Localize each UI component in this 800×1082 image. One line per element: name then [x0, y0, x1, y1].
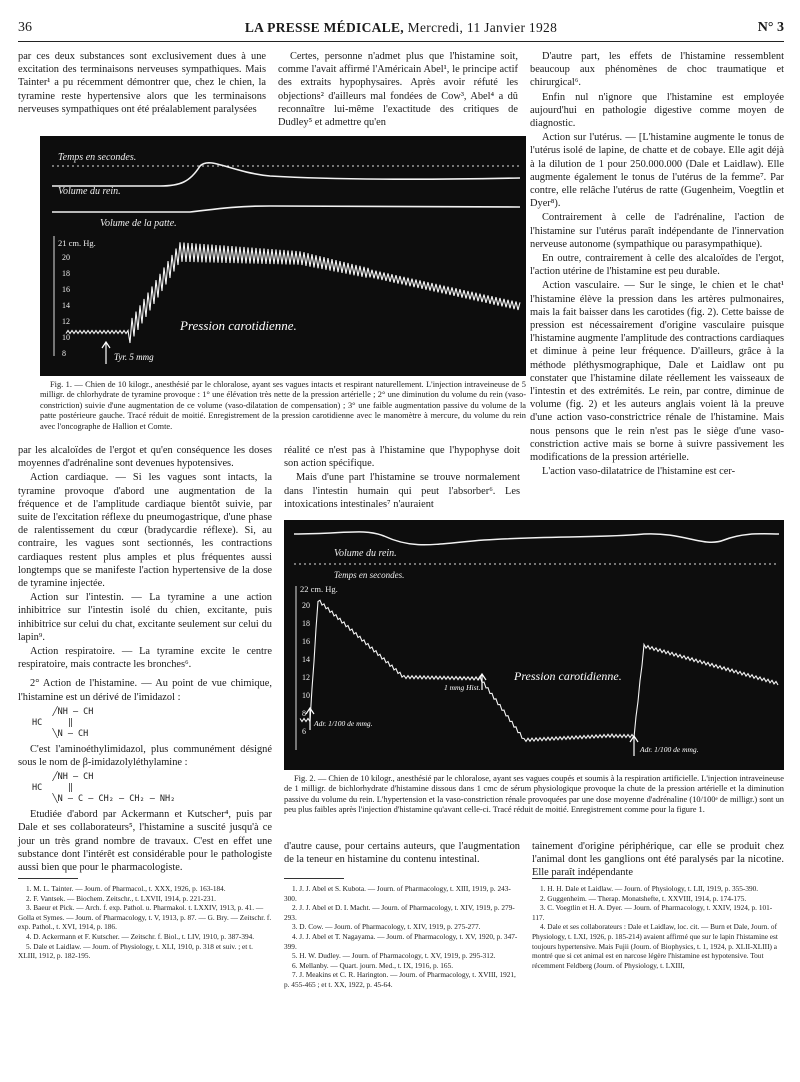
column-1-top [18, 50, 266, 116]
fig1-tick: 16 [62, 285, 70, 294]
fig1-injection-arrow [102, 342, 110, 364]
footnotes-column-1 [18, 884, 272, 961]
footnote: 4. Dale et ses collaborateurs : Dale et Laidlaw, loc. cit. — Burn et Dale, Journ. of Physiology, t. LXI, 1926, p. 185-214) avaient affirmé que sur le lapin l'histamine est toujours hypertensive. Mais Fujii (Journ. of Biophysics, t. 1, 1924, p. XLII-XLIII) a montré que si cet animal est en narcose légère l'histamine est hypotensive. Tout récemment Feldberg (Journ. of Physiology, t. LXIII, [532, 922, 778, 970]
footnote: 2. Guggenheim. — Therap. Monatshefte, t. XXVIII, 1914, p. 174-175. [540, 893, 747, 903]
footnote: 3. C. Voegtlin et H. A. Dyer. — Journ. of Pharmacology, t. XXIV, 1924, p. 101-117. [532, 903, 773, 922]
footnote: 1. J. J. Abel et S. Kubota. — Journ. of Pharmacology, t. XIII, 1919, p. 243-300. [284, 884, 511, 903]
fig2-label-adr2: Adr. 1/100 de mmg. [640, 745, 699, 754]
issue-date: Mercredi, 11 Janvier 1928 [407, 20, 558, 35]
fig1-label-time: Temps en secondes. [58, 152, 137, 163]
fig2-label-hist: 1 mmg Hist. [444, 683, 481, 692]
paragraph: En outre, contrairement à celle des alcaloïdes de l'ergot, l'action utérine de l'histamine est peu durable. [530, 253, 784, 278]
page-header [18, 6, 784, 42]
footnote: 4. D. Ackermann et F. Kutscher. — Zeitschr. f. Biol., t. LIV, 1910, p. 387-394. [26, 931, 255, 941]
footnote: 5. H. W. Dudley. — Journ. of Pharmacology, t. XV, 1919, p. 295-312. [292, 951, 496, 961]
fig2-tick: 12 [302, 673, 310, 682]
fig2-tick: 18 [302, 619, 310, 628]
paragraph: Etudiée d'abord par Ackermann et Kutscher⁴, puis par Dale et ses collaborateurs⁵, l'histamine a suscité jusqu'à ce jour un très grand nombre de travaux. C'est en effet une substance dont l'intérêt est considérable pour le pathologiste aussi bien que pour le pharmacologiste. [18, 809, 272, 874]
fig2-label-kidney: Volume du rein. [334, 548, 397, 559]
column-2-body [284, 444, 520, 511]
fig2-tick: 14 [302, 655, 310, 664]
paragraph: Contrairement à celle de l'adrénaline, l'action de l'histamine sur l'utérus paraît indépendante de l'innervation nerveuse autonome (sympathique ou parasympathique). [530, 212, 784, 250]
fig1-label-injection: Tyr. 5 mmg [114, 352, 154, 362]
caption-text: Fig. 2. — Chien de 10 kilogr., anesthésié par le chloralose, ayant ses vagues coupés et soumis à la respiration artificielle. L'injection intraveineuse de 1 milligr. de bichlorhydrate d'histamine dissous dans 1 cmc de sérum physiologique provoque la chute de la pression artérielle et la diminution passive du volume du rein. L'hypertension et la vaso-constriction rénale provoquées par une dose moyenne d'adrénaline (10/100ᵉ de milligr.) sont un peu plus faibles après l'injection d'histamine qu'avant celle-ci. Tracé réduit de moitié. Enregistrement comme pour la figure 1. [284, 774, 784, 815]
footnote: 3. D. Cow. — Journ. of Pharmacology, t. XIV, 1919, p. 275-277. [292, 922, 481, 932]
fig2-label-adr1: Adr. 1/100 de mmg. [314, 719, 373, 728]
fig1-scale-top: 21 cm. Hg. [58, 238, 96, 248]
footnote-rule [532, 878, 592, 879]
figure-2-svg [284, 520, 784, 770]
fig1-tick: 12 [62, 317, 70, 326]
paragraph: Certes, personne n'admet plus que l'histamine soit, comme l'avait affirmé l'Américain Abel¹, le principe actif des extraits hypophysaires. Après avoir réfuté les objections² d'ailleurs mal fondées de Cow³, Abel⁴ a dû reconnaître lui-même l'exactitude des critiques de Dudley⁵ et admettre qu'en [278, 51, 518, 129]
fig1-paw-curve [52, 206, 520, 212]
imidazole-formula: ╱NH — CH HC ‖ ╲N — CH [32, 706, 94, 739]
footnote-rule [18, 878, 78, 879]
column-3-bottom [532, 840, 784, 880]
running-title [18, 20, 784, 36]
fig2-adr2-arrow [630, 736, 638, 756]
footnote: 3. Baeur et Pick. — Arch. f. exp. Pathol. u. Pharmakol. t. LXXIV, 1913, p. 41. — Golla et Symes. — Journ. of Pharmacology, t. V, 1913, p. 87. — G. Bry. — Zeitschr. f. exp. Pathol., t. XVI, 1914, p. 186. [18, 903, 272, 932]
column-1-body [18, 444, 272, 874]
fig2-kidney-curve [294, 532, 779, 545]
footnote: 2. J. J. Abel et D. I. Macht. — Journ. of Pharmacology, t. XIV, 1919, p. 279-293. [284, 903, 515, 922]
fig2-tick: 20 [302, 601, 310, 610]
footnote: 1. M. L. Tainter. — Journ. of Pharmacol., t. XXX, 1926, p. 163-184. [26, 884, 226, 893]
figure-1-tracing [40, 136, 526, 376]
paragraph-uterus: Action sur l'utérus. — [L'histamine augmente le tonus de l'utérus isolé de lapine, de chatte et de cobaye. Elle agit déjà à la dilution de 1 pour 250.000.000 (Dale et Laidlaw). Elle augmente également le tonus de l'utérus de la femme⁷. Par contre, elle relâche l'utérus de ratte (Gugenheim, Voegtlin et Dyer⁸). [530, 132, 784, 210]
footnotes-column-2 [284, 884, 520, 990]
paragraph: L'action vaso-dilatatrice de l'histamine est cer- [542, 466, 736, 478]
footnote: 6. Mellanby. — Quart. journ. Med., t. IX, 1916, p. 165. [292, 960, 454, 970]
footnote: 4. J. J. Abel et T. Nagayama. — Journ. of Pharmacology, t. XV, 1920, p. 347-399. [284, 931, 518, 951]
figure-2-tracing [284, 520, 784, 770]
fig2-label-time: Temps en secondes. [334, 570, 405, 580]
paragraph: par les alcaloïdes de l'ergot et qu'en conséquence les doses moyennes d'adrénaline sont devenues hypotensives. [18, 445, 272, 470]
fig1-label-pressure: Pression carotidienne. [180, 318, 297, 333]
fig1-tick: 8 [62, 349, 66, 358]
fig1-tick: 10 [62, 333, 70, 342]
figure-1-caption [40, 380, 526, 432]
paragraph: par ces deux substances sont exclusivement dues à une excitation des terminaisons nerveuses sympathiques. Mais Tainter¹ a pu récemment démontrer que, chez le chien, la tyramine reste hypertensive alors que les terminaisons nerveuses sympathiques ont été préalablement paralysées [18, 51, 266, 115]
figure-1-svg [40, 136, 526, 376]
paragraph: réalité ce n'est pas à l'histamine que l'hypophyse doit son action spécifique. [284, 445, 520, 470]
fig2-tick: 8 [302, 709, 306, 718]
issue-number: N° 3 [757, 20, 784, 35]
paragraph: tainement d'origine périphérique, car elle se produit chez l'animal dont les ganglions ont été paralysés par la nicotine. Elle paraît indépendante [532, 841, 784, 879]
fig2-tick: 16 [302, 637, 310, 646]
fig1-tick: 20 [62, 253, 70, 262]
publication-name: LA PRESSE MÉDICALE, [244, 20, 404, 35]
paragraph-vascular: Action vasculaire. — Sur le singe, le chien et le chat¹ l'histamine élève la pression dans les artères pulmonaires, mais la fait baisser dans les carotides (fig. 2). Cette baisse de pression est nécessairement d'origine vasculaire puisque l'histamine augmente l'amplitude des contractions cardiaques et diminue à peine leur fréquence. D'ailleurs, grâce à la méthode pléthysmographique, Dale et Laidlaw ont pu constater que l'histamine dilate réellement les vaisseaux de l'intestin et des extrémités. Le rein, par contre, diminue de volume (fig. 2) et les auteurs anglais voient là la preuve d'une action vaso-constrictrice rénale de l'histamine. Mais nous pensons que le rein n'est pas le siège d'une vaso-constriction active mais se borne à suivre passivement les modifications de la pression artérielle. [530, 280, 784, 464]
paragraph-histamine-heading: 2° Action de l'histamine. — Au point de vue chimique, l'histamine est un dérivé de l'imidazol : [18, 678, 272, 703]
column-3-top [530, 50, 784, 479]
footnotes-column-3 [532, 884, 784, 970]
figure-2-caption [284, 774, 784, 816]
fig2-tick: 6 [302, 727, 306, 736]
fig2-label-pressure: Pression carotidienne. [514, 669, 622, 683]
footnote: 2. F. Vantsek. — Biochem. Zeitschr., t. LXVII, 1914, p. 221-231. [26, 893, 216, 903]
fig2-scale-top: 22 cm. Hg. [300, 584, 338, 594]
paragraph-respiratory: Action respiratoire. — La tyramine excite le centre respiratoire, mais contracte les bronches⁶. [18, 646, 272, 671]
caption-text: Fig. 1. — Chien de 10 kilogr., anesthésié par le chloralose, ayant ses vagues intacts et respirant naturellement. L'injection intraveineuse de 5 milligr. de chlorhydrate de tyramine provoque : 1° une élévation très nette de la pression artérielle ; 2° une diminution du volume du rein (vaso-constriction) suivie d'une augmentation de ce volume (vaso-dilatation de compensation) ; 3° une faible augmentation passive du volume de la patte postérieure gauche. Tracé réduit de moitié. Enregistrement de la pression carotidienne avec le manomètre à mercure, du volume du rein avec l'oncographe de Hallion et Comte. [40, 380, 526, 431]
paragraph-cardiac: Action cardiaque. — Si les vagues sont intacts, la tyramine provoque d'abord une augmentation de la fréquence et de l'amplitude cardiaque bientôt suivie, par suite de l'excitation réflexe du pneumogastrique, d'une phase de ralentissement du cœur (bradycardie réflexe). Si, au contraire, les vagues sont sectionnés, les contractions cardiaques restent plus amples et plus fréquentes aussi longtemps que se manifeste l'action hypertensive de la dose de tyramine injectée. [18, 472, 272, 590]
histamine-formula: ╱NH — CH HC ‖ ╲N — C — CH₂ — CH₂ — NH₂ [32, 772, 176, 805]
paragraph: Mais d'une part l'histamine se trouve normalement dans l'intestin humain qui peut l'absorber⁶. Les intoxications intestinales⁷ n'auraient [284, 472, 520, 510]
footnote-rule [284, 878, 344, 879]
paragraph: Enfin nul n'ignore que l'histamine est employée aujourd'hui en pathologie digestive comme moyen de diagnostic. [530, 91, 784, 130]
column-2-bottom [284, 840, 520, 866]
page-number: 36 [18, 20, 32, 35]
paragraph: D'autre part, les effets de l'histamine ressemblent beaucoup aux phénomènes de choc traumatique et chirurgical⁶. [530, 51, 784, 89]
paragraph: C'est l'aminoéthylimidazol, plus communément désigné sous le nom de β-imidazolyléthylamine : [18, 743, 272, 769]
footnote: 5. Dale et Laidlaw. — Journ. of Physiology, t. XLI, 1910, p. 318 et suiv. ; et t. XLIII, 1912, p. 182-195. [18, 941, 253, 961]
fig1-tick: 14 [62, 301, 70, 310]
fig1-label-kidney: Volume du rein. [58, 186, 121, 197]
fig1-tick: 18 [62, 269, 70, 278]
column-2-top [278, 50, 518, 129]
footnote: 1. H. H. Dale et Laidlaw. — Journ. of Physiology, t. LII, 1919, p. 355-390. [540, 884, 759, 893]
paragraph: d'autre cause, pour certains auteurs, que l'augmentation de la teneur en histamine du contenu intestinal. [284, 841, 520, 866]
fig1-label-paw: Volume de la patte. [100, 218, 177, 229]
fig2-tick: 10 [302, 691, 310, 700]
footnote: 7. J. Meakins et C. R. Harington. — Journ. of Pharmacology, t. XVIII, 1921, p. 455-465 ; et t. XX, 1922, p. 45-64. [284, 970, 516, 989]
paragraph-intestine: Action sur l'intestin. — La tyramine a une action inhibitrice sur l'intestin isolé du chien, excitante, puis inhibitrice sur celui du chat, excitante seulement sur celui du lapin⁹. [18, 592, 272, 643]
